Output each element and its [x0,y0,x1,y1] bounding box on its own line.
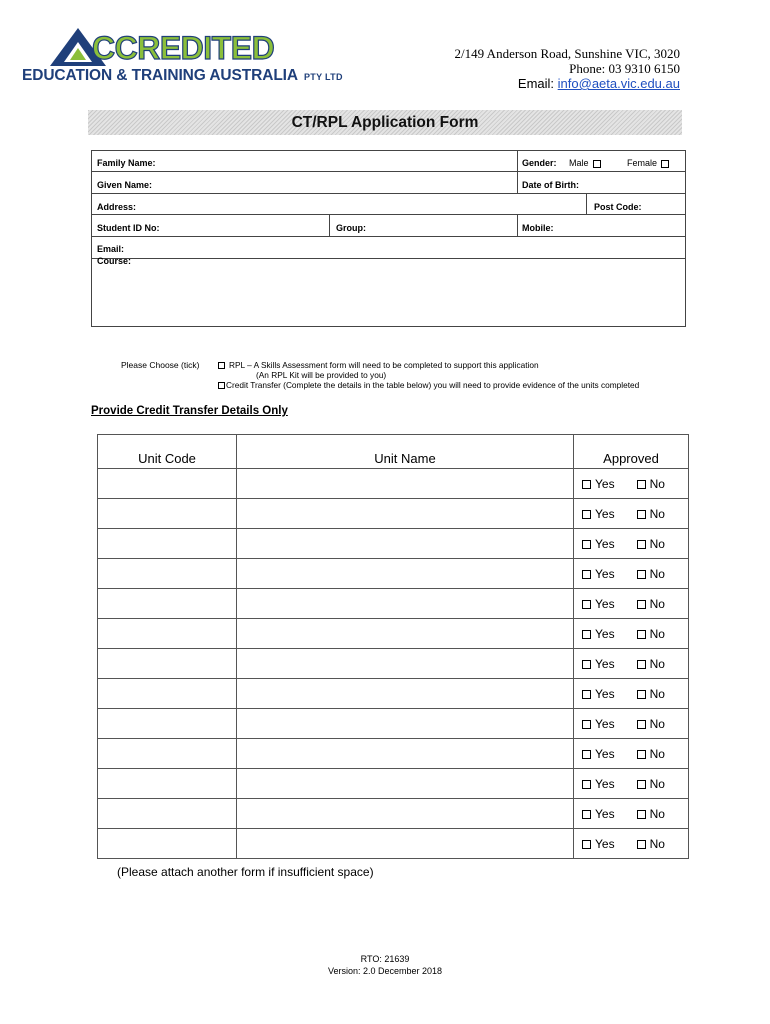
table-row [98,619,689,649]
unit-code-cell[interactable] [98,709,237,739]
no-option[interactable]: No [637,747,665,761]
approved-header: Approved [574,435,689,469]
unit-code-cell[interactable] [98,469,237,499]
yes-option[interactable]: Yes [582,657,615,671]
logo-wordmark: CCREDITED [92,30,275,66]
unit-code-cell[interactable] [98,559,237,589]
no-checkbox[interactable] [637,750,646,759]
approved-cell [574,799,689,829]
contact-address [455,46,680,91]
male-checkbox[interactable] [593,160,601,168]
footer [0,953,770,977]
phone-line: Phone: 03 9310 6150 [569,61,680,76]
no-checkbox[interactable] [637,840,646,849]
rto-number: RTO: 21639 [360,954,410,964]
ct-heading: Provide Credit Transfer Details Only [91,405,288,417]
attach-note: (Please attach another form if insufficient space) [117,865,374,879]
unit-code-cell[interactable] [98,619,237,649]
yes-checkbox[interactable] [582,660,591,669]
unit-name-cell[interactable] [237,559,574,589]
no-option[interactable]: No [637,477,665,491]
yes-option[interactable]: Yes [582,717,615,731]
rpl-checkbox[interactable] [218,362,225,369]
approved-cell [574,469,689,499]
group-label: Group: [336,223,366,233]
yes-checkbox[interactable] [582,540,591,549]
table-row [98,529,689,559]
approved-cell [574,499,689,529]
approved-cell [574,769,689,799]
no-option[interactable]: No [637,837,665,851]
approved-cell [574,619,689,649]
unit-name-cell[interactable] [237,709,574,739]
no-checkbox[interactable] [637,570,646,579]
yes-option[interactable]: Yes [582,837,615,851]
company-logo [22,26,343,88]
yes-checkbox[interactable] [582,720,591,729]
unit-name-cell[interactable] [237,499,574,529]
table-row [98,739,689,769]
no-option[interactable]: No [637,597,665,611]
no-option[interactable]: No [637,657,665,671]
unit-name-cell[interactable] [237,679,574,709]
table-row [98,559,689,589]
no-checkbox[interactable] [637,720,646,729]
logo-subtitle: EDUCATION & TRAINING AUSTRALIA PTY LTD [22,67,343,84]
unit-code-cell[interactable] [98,829,237,859]
unit-name-header: Unit Name [237,435,574,469]
yes-option[interactable]: Yes [582,507,615,521]
rpl-option[interactable]: RPL – A Skills Assessment form will need to be completed to support this application [218,360,639,370]
choose-options [218,360,639,390]
family-name-label: Family Name: [97,158,156,168]
no-option[interactable]: No [637,687,665,701]
table-row [98,799,689,829]
given-name-label: Given Name: [97,180,153,190]
approved-cell [574,529,689,559]
no-option[interactable]: No [637,627,665,641]
no-checkbox[interactable] [637,780,646,789]
unit-name-cell[interactable] [237,649,574,679]
gender-label: Gender: [522,158,557,168]
unit-code-cell[interactable] [98,679,237,709]
no-option[interactable]: No [637,717,665,731]
dob-label: Date of Birth: [522,180,579,190]
email-line: Email: info@aeta.vic.edu.au [517,76,680,91]
unit-code-cell[interactable] [98,529,237,559]
table-row [98,469,689,499]
female-option[interactable]: Female [627,158,669,168]
ct-checkbox[interactable] [218,382,225,389]
male-option[interactable]: Male [569,158,601,168]
yes-option[interactable]: Yes [582,687,615,701]
mobile-label: Mobile: [522,223,554,233]
yes-option[interactable]: Yes [582,597,615,611]
no-option[interactable]: No [637,807,665,821]
email-link[interactable]: info@aeta.vic.edu.au [557,76,680,91]
no-option[interactable]: No [637,567,665,581]
student-id-label: Student ID No: [97,223,160,233]
form-title: CT/RPL Application Form [88,110,682,135]
post-code-label: Post Code: [594,202,642,212]
unit-code-cell[interactable] [98,799,237,829]
unit-table [97,434,689,859]
yes-option[interactable]: Yes [582,477,615,491]
approved-cell [574,589,689,619]
no-checkbox[interactable] [637,540,646,549]
approved-cell [574,829,689,859]
table-row [98,589,689,619]
table-row [98,769,689,799]
unit-code-cell[interactable] [98,649,237,679]
yes-option[interactable]: Yes [582,807,615,821]
yes-checkbox[interactable] [582,630,591,639]
unit-name-cell[interactable] [237,829,574,859]
yes-checkbox[interactable] [582,690,591,699]
email-label: Email: [97,244,125,254]
approved-cell [574,679,689,709]
table-row [98,649,689,679]
address-line: 2/149 Anderson Road, Sunshine VIC, 3020 [454,46,680,61]
yes-checkbox[interactable] [582,810,591,819]
unit-code-cell[interactable] [98,499,237,529]
yes-checkbox[interactable] [582,840,591,849]
unit-name-cell[interactable] [237,589,574,619]
approved-cell [574,739,689,769]
unit-code-cell[interactable] [98,739,237,769]
unit-name-cell[interactable] [237,469,574,499]
unit-code-header: Unit Code [98,435,237,469]
no-checkbox[interactable] [637,630,646,639]
rpl-note: (An RPL Kit will be provided to you) [256,370,387,380]
table-row [98,499,689,529]
approved-cell [574,709,689,739]
yes-checkbox[interactable] [582,780,591,789]
unit-name-cell[interactable] [237,529,574,559]
unit-name-cell[interactable] [237,799,574,829]
unit-name-cell[interactable] [237,619,574,649]
yes-option[interactable]: Yes [582,747,615,761]
approved-cell [574,649,689,679]
unit-name-cell[interactable] [237,739,574,769]
no-checkbox[interactable] [637,600,646,609]
yes-checkbox[interactable] [582,570,591,579]
female-checkbox[interactable] [661,160,669,168]
address-label: Address: [97,202,137,212]
no-checkbox[interactable] [637,660,646,669]
no-option[interactable]: No [637,507,665,521]
yes-checkbox[interactable] [582,750,591,759]
yes-option[interactable]: Yes [582,537,615,551]
unit-name-cell[interactable] [237,769,574,799]
no-option[interactable]: No [637,537,665,551]
no-checkbox[interactable] [637,690,646,699]
approved-cell [574,559,689,589]
table-row [98,829,689,859]
unit-code-cell[interactable] [98,589,237,619]
table-row [98,709,689,739]
yes-checkbox[interactable] [582,510,591,519]
yes-option[interactable]: Yes [582,627,615,641]
yes-option[interactable]: Yes [582,567,615,581]
choose-label: Please Choose (tick) [121,360,200,370]
unit-code-cell[interactable] [98,769,237,799]
yes-checkbox[interactable] [582,480,591,489]
version-text: Version: 2.0 December 2018 [327,966,443,976]
yes-checkbox[interactable] [582,600,591,609]
yes-option[interactable]: Yes [582,777,615,791]
ct-option[interactable]: Credit Transfer (Complete the details in the table below) you will need to provide evidence of the units completed [218,380,639,390]
no-option[interactable]: No [637,777,665,791]
no-checkbox[interactable] [637,810,646,819]
no-checkbox[interactable] [637,510,646,519]
course-label: Course: [97,256,132,266]
table-row [98,679,689,709]
no-checkbox[interactable] [637,480,646,489]
